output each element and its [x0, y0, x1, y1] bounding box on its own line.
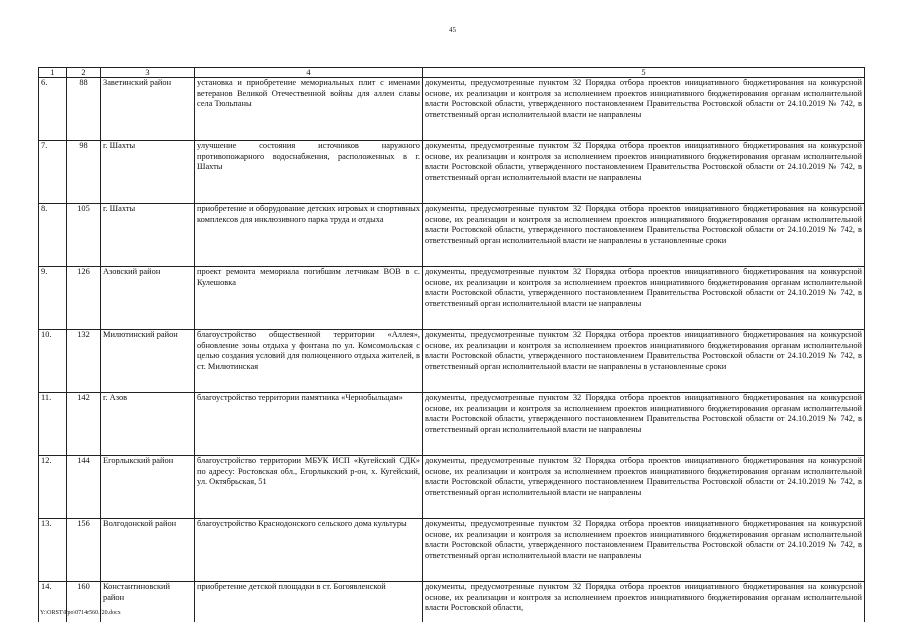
row-number-cell: 9. — [39, 267, 67, 330]
project-code-cell: 132 — [67, 330, 101, 393]
project-name-cell: приобретение детской площадки в ст. Богоявленской — [195, 582, 423, 623]
territory-cell: Волгодонской район — [101, 519, 195, 582]
column-header: 2 — [67, 68, 101, 78]
column-header: 3 — [101, 68, 195, 78]
project-code-cell: 98 — [67, 141, 101, 204]
reason-cell: документы, предусмотренные пунктом 32 Порядка отбора проектов инициативного бюджетирования на конкурсной основе, их реализации и контроля за исполнением проектов инициативного бюджетирования органам исполнительной власти Ростовской области, утвержденного постановлением Правительства Ростовской области от 24.10.2019 № 742, в ответственный орган исполнительной власти не направлены в установленные сроки — [423, 330, 865, 393]
table-row — [39, 519, 865, 582]
reason-cell: документы, предусмотренные пунктом 32 Порядка отбора проектов инициативного бюджетирования на конкурсной основе, их реализации и контроля за исполнением проектов инициативного бюджетирования органам исполнительной власти Ростовской области, утвержденного постановлением Правительства Ростовской области от 24.10.2019 № 742, в ответственный орган исполнительной власти не направлены — [423, 393, 865, 456]
file-path-footer: Y:\ORST\Ppo\0714r560.f20.docx — [40, 610, 121, 616]
reason-cell: документы, предусмотренные пунктом 32 Порядка отбора проектов инициативного бюджетирования на конкурсной основе, их реализации и контроля за исполнением проектов инициативного бюджетирования органам исполнительной власти Ростовской области, утвержденного постановлением Правительства Ростовской области от 24.10.2019 № 742, в ответственный орган исполнительной власти не направлены в установленные сроки — [423, 204, 865, 267]
row-number-cell: 13. — [39, 519, 67, 582]
project-name-cell: приобретение и оборудование детских игровых и спортивных комплексов для инклюзивного парка труда и отдыха — [195, 204, 423, 267]
table-row — [39, 267, 865, 330]
table-row — [39, 582, 865, 623]
column-number-row — [39, 68, 865, 78]
project-name-cell: улучшение состояния источников наружного противопожарного водоснабжения, расположенных в г. Шахты — [195, 141, 423, 204]
table-row — [39, 456, 865, 519]
project-name-cell: благоустройство Краснодонского сельского дома культуры — [195, 519, 423, 582]
territory-cell: г. Шахты — [101, 141, 195, 204]
reason-cell: документы, предусмотренные пунктом 32 Порядка отбора проектов инициативного бюджетирования на конкурсной основе, их реализации и контроля за исполнением проектов инициативного бюджетирования органам исполнительной власти Ростовской области, утвержденного постановлением Правительства Ростовской области от 24.10.2019 № 742, в ответственный орган исполнительной власти не направлены — [423, 267, 865, 330]
territory-cell: Заветинский район — [101, 78, 195, 141]
table-row — [39, 141, 865, 204]
row-number-cell: 11. — [39, 393, 67, 456]
row-number-cell: 12. — [39, 456, 67, 519]
table-row — [39, 204, 865, 267]
territory-cell: Азовский район — [101, 267, 195, 330]
column-header: 1 — [39, 68, 67, 78]
project-code-cell: 156 — [67, 519, 101, 582]
row-number-cell: 14. — [39, 582, 67, 623]
project-code-cell: 160 — [67, 582, 101, 623]
table-row — [39, 78, 865, 141]
project-code-cell: 126 — [67, 267, 101, 330]
project-name-cell: проект ремонта мемориала погибшим летчикам ВОВ в с. Кулешовка — [195, 267, 423, 330]
project-name-cell: благоустройство территории памятника «Чернобыльцам» — [195, 393, 423, 456]
page-number: 45 — [449, 26, 456, 34]
territory-cell: г. Азов — [101, 393, 195, 456]
table-row — [39, 393, 865, 456]
project-code-cell: 88 — [67, 78, 101, 141]
territory-cell: Милютинский район — [101, 330, 195, 393]
reason-cell: документы, предусмотренные пунктом 32 Порядка отбора проектов инициативного бюджетирования на конкурсной основе, их реализации и контроля за исполнением проектов инициативного бюджетирования органам исполнительной власти Ростовской области, — [423, 582, 865, 623]
row-number-cell: 8. — [39, 204, 67, 267]
reason-cell: документы, предусмотренные пунктом 32 Порядка отбора проектов инициативного бюджетирования на конкурсной основе, их реализации и контроля за исполнением проектов инициативного бюджетирования органам исполнительной власти Ростовской области, утвержденного постановлением Правительства Ростовской области от 24.10.2019 № 742, в ответственный орган исполнительной власти не направлены — [423, 456, 865, 519]
column-header: 4 — [195, 68, 423, 78]
project-code-cell: 144 — [67, 456, 101, 519]
territory-cell: г. Шахты — [101, 204, 195, 267]
project-name-cell: благоустройство общественной территории «Аллея», обновление зоны отдыха у фонтана по ул. Комсомольская с целью создания условий для полноценного отдыха жителей, в ст. Милютинская — [195, 330, 423, 393]
row-number-cell: 6. — [39, 78, 67, 141]
row-number-cell: 10. — [39, 330, 67, 393]
project-name-cell: благоустройство территории МБУК ИСП «Кугейский СДК» по адресу: Ростовская обл., Егорлыкский р-он, х. Кугейский, ул. Октябрьская, 51 — [195, 456, 423, 519]
reason-cell: документы, предусмотренные пунктом 32 Порядка отбора проектов инициативного бюджетирования на конкурсной основе, их реализации и контроля за исполнением проектов инициативного бюджетирования органам исполнительной власти Ростовской области, утвержденного постановлением Правительства Ростовской области от 24.10.2019 № 742, в ответственный орган исполнительной власти не направлены — [423, 141, 865, 204]
row-number-cell: 7. — [39, 141, 67, 204]
reason-cell: документы, предусмотренные пунктом 32 Порядка отбора проектов инициативного бюджетирования на конкурсной основе, их реализации и контроля за исполнением проектов инициативного бюджетирования органам исполнительной власти Ростовской области, утвержденного постановлением Правительства Ростовской области от 24.10.2019 № 742, в ответственный орган исполнительной власти не направлены — [423, 78, 865, 141]
reason-cell: документы, предусмотренные пунктом 32 Порядка отбора проектов инициативного бюджетирования на конкурсной основе, их реализации и контроля за исполнением проектов инициативного бюджетирования органам исполнительной власти Ростовской области, утвержденного постановлением Правительства Ростовской области от 24.10.2019 № 742, в ответственный орган исполнительной власти не направлены — [423, 519, 865, 582]
column-header: 5 — [423, 68, 865, 78]
project-name-cell: установка и приобретение мемориальных плит с именами ветеранов Великой Отечественной войны для аллеи славы села Тюльпаны — [195, 78, 423, 141]
table-row — [39, 330, 865, 393]
territory-cell: Егорлыкский район — [101, 456, 195, 519]
territory-cell: Константиновский район — [101, 582, 195, 623]
project-code-cell: 105 — [67, 204, 101, 267]
project-code-cell: 142 — [67, 393, 101, 456]
projects-table — [38, 67, 865, 622]
